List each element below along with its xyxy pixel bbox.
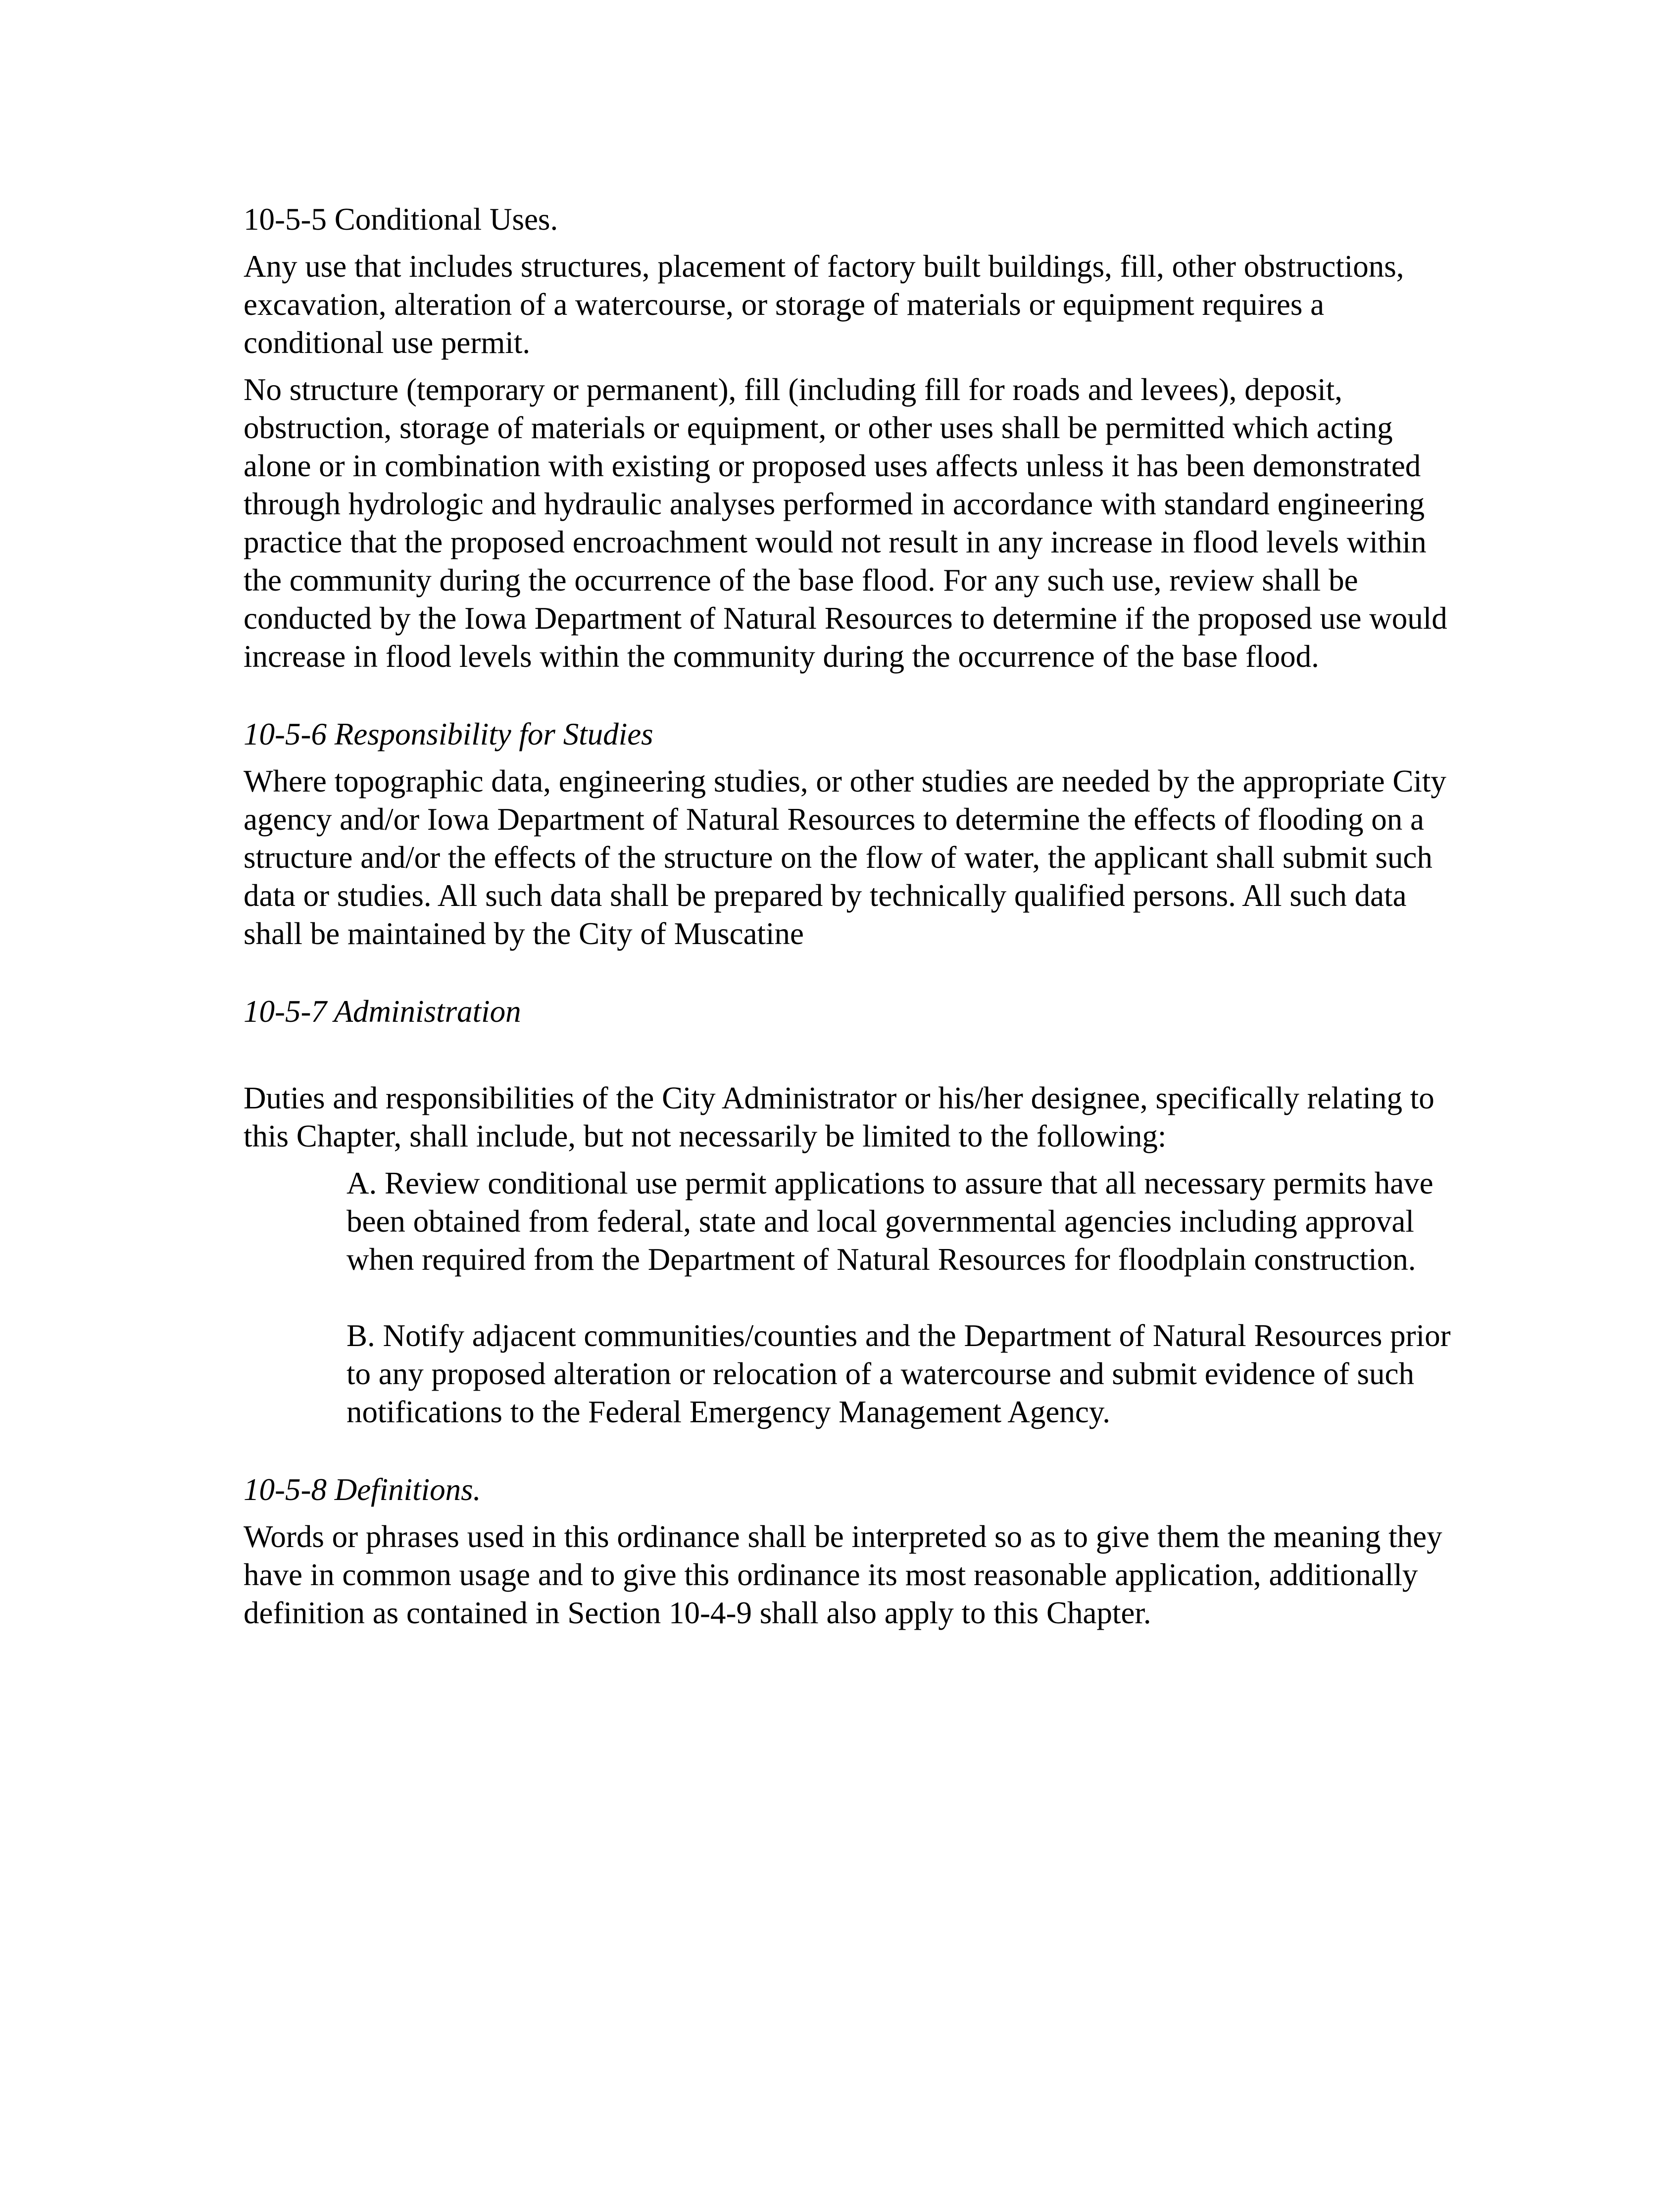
paragraph-topographic-data: Where topographic data, engineering studies, or other studies are needed by the appropriate City agency and/or Iowa Department of Natural Resources to determine the effects of flooding on a structure and/or the effects of the structure on the flow of water, the applicant shall submit such data or studies. All such data shall be prepared by technically qualified persons. All such data shall be maintained by the City of Muscatine xyxy=(244,764,1446,951)
paragraph-no-structure: No structure (temporary or permanent), fill (including fill for roads and levees), deposit, obstruction, storage of materials or equipment, or other uses shall be permitted which acting alone or in combination with existing or proposed uses affects unless it has been demonstrated through hydrologic and hydraulic analyses performed in accordance with standard engineering practice that the proposed encroachment would not result in any increase in flood levels within the community during the occurrence of the base flood. For any such use, review shall be conducted by the Iowa Department of Natural Resources to determine if the proposed use would increase in flood levels within the community during the occurrence of the base flood. xyxy=(244,372,1447,674)
paragraph-words-or-phrases: Words or phrases used in this ordinance shall be interpreted so as to give them the meaning they have in common usage and to give this ordinance its most reasonable application, additionally definition as contained in Section 10-4-9 shall also apply to this Chapter. xyxy=(244,1519,1442,1630)
heading-spacer xyxy=(244,1040,1461,1079)
list-item-b-notify-communities: B. Notify adjacent communities/counties and the Department of Natural Resources prior to any proposed alteration or relocation of a watercourse and submit evidence of such notifications to the Federal Emergency Management Agency. xyxy=(346,1318,1451,1429)
paragraph-conditional-use-permit: Any use that includes structures, placement of factory built buildings, fill, other obstructions, excavation, alteration of a watercourse, or storage of materials or equipment requires a conditional use permit. xyxy=(244,249,1404,360)
list-item-a-review-permits: A. Review conditional use permit applications to assure that all necessary permits have been obtained from federal, state and local governmental agencies including approval when required from the Department of Natural Resources for floodplain construction. xyxy=(346,1166,1433,1277)
section-10-5-7 xyxy=(244,993,1461,1431)
section-10-5-6 xyxy=(244,715,1461,953)
section-spacer xyxy=(244,962,1461,993)
section-10-5-5 xyxy=(244,200,1461,676)
section-heading-administration: 10-5-7 Administration xyxy=(244,994,521,1029)
section-heading-definitions: 10-5-8 Definitions. xyxy=(244,1472,481,1507)
section-heading-conditional-uses: 10-5-5 Conditional Uses. xyxy=(244,202,558,237)
section-10-5-8 xyxy=(244,1471,1461,1632)
section-spacer xyxy=(244,685,1461,715)
document-page xyxy=(244,200,1461,1641)
administration-duties-list xyxy=(244,1164,1461,1431)
section-spacer xyxy=(244,1431,1461,1471)
paragraph-duties-responsibilities: Duties and responsibilities of the City Administrator or his/her designee, specifically relating to this Chapter, shall include, but not necessarily be limited to the following: xyxy=(244,1081,1434,1153)
section-heading-responsibility-for-studies: 10-5-6 Responsibility for Studies xyxy=(244,717,653,751)
